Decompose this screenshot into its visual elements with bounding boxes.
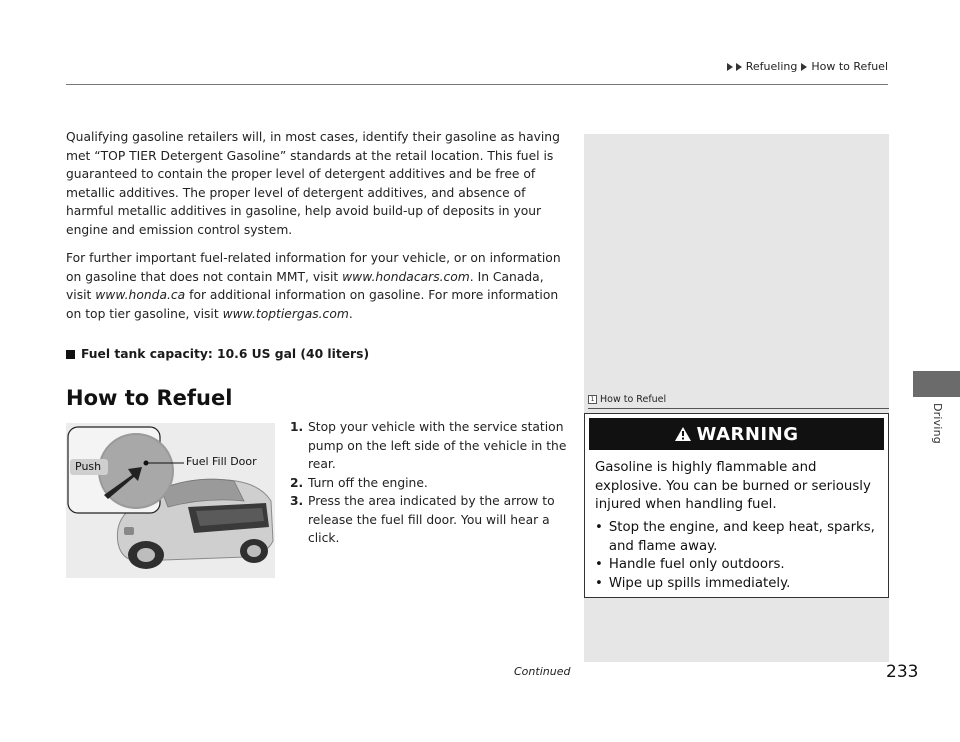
panel-rule xyxy=(588,408,889,409)
chapter-tab-label: Driving xyxy=(931,403,944,444)
warning-item: • Stop the engine, and keep heat, sparks, and flame away. xyxy=(595,519,880,556)
chapter-tab-marker xyxy=(913,371,960,397)
intro-text xyxy=(66,128,566,333)
link-toptiergas[interactable]: www.toptiergas.com xyxy=(222,306,349,321)
warning-item: • Wipe up spills immediately. xyxy=(595,575,880,594)
panel-heading-text[interactable]: How to Refuel xyxy=(600,394,667,405)
page-number: 233 xyxy=(886,662,919,682)
car-illustration xyxy=(66,423,275,578)
arrow-right-icon xyxy=(801,63,807,71)
continued-label: Continued xyxy=(514,665,571,678)
square-bullet-icon xyxy=(66,350,75,359)
breadcrumb-how-to-refuel[interactable]: How to Refuel xyxy=(811,60,888,73)
panel-heading xyxy=(588,394,666,405)
warning-list xyxy=(595,519,880,593)
header-rule xyxy=(66,84,888,85)
fuel-fill-door-label: Fuel Fill Door xyxy=(186,455,257,468)
bullet-icon: • xyxy=(595,520,603,535)
bullet-icon: • xyxy=(595,575,603,591)
breadcrumb xyxy=(727,60,888,73)
warning-title: WARNING xyxy=(696,423,799,445)
warning-header xyxy=(589,418,884,450)
intro-paragraph-1: Qualifying gasoline retailers will, in most cases, identify their gasoline as having met “TOP TIER Detergent Gasoline” standards at the retail location. This fuel is guaranteed to contain the proper level of detergent additives and be free of metallic additives. The proper level of detergent additives, and absence of harmful metallic additives in gasoline, help avoid build-up of deposits in your engine and emission control system. xyxy=(66,130,560,237)
reference-marker-icon: 1 xyxy=(588,395,597,404)
fuel-capacity-text: Fuel tank capacity: 10.6 US gal (40 liters) xyxy=(81,347,370,361)
step-1: 1. Stop your vehicle with the service station pump on the left side of the vehicle in the rear. xyxy=(290,420,567,471)
arrow-right-icon xyxy=(736,63,742,71)
bullet-icon: • xyxy=(595,557,603,572)
warning-box xyxy=(584,413,889,598)
link-honda-ca[interactable]: www.honda.ca xyxy=(95,288,186,302)
step-3: 3. Press the area indicated by the arrow to release the fuel fill door. You will hear a click. xyxy=(290,494,555,545)
fuel-door-figure xyxy=(66,423,275,578)
arrow-right-icon xyxy=(727,63,733,71)
step-2: 2. Turn off the engine. xyxy=(290,475,428,490)
section-title: How to Refuel xyxy=(66,386,233,410)
refuel-steps xyxy=(290,418,570,548)
warning-triangle-icon xyxy=(675,427,691,441)
push-label: Push xyxy=(75,460,102,473)
fuel-capacity xyxy=(66,347,369,361)
link-hondacars[interactable]: www.hondacars.com xyxy=(342,269,470,284)
intro-paragraph-2: For further important fuel-related information for your vehicle, or on information on gasoline that does not contain MMT, visit www.hondacars.com. In Canada, visit www.honda.ca for additional information on gasoline. For more information on top tier gasoline, visit www.toptiergas.com. xyxy=(66,251,561,321)
warning-item: • Handle fuel only outdoors. xyxy=(595,556,880,575)
warning-lead: Gasoline is highly flammable and explosive. You can be burned or seriously injured when handling fuel. xyxy=(595,460,871,512)
breadcrumb-refueling[interactable]: Refueling xyxy=(745,60,798,73)
